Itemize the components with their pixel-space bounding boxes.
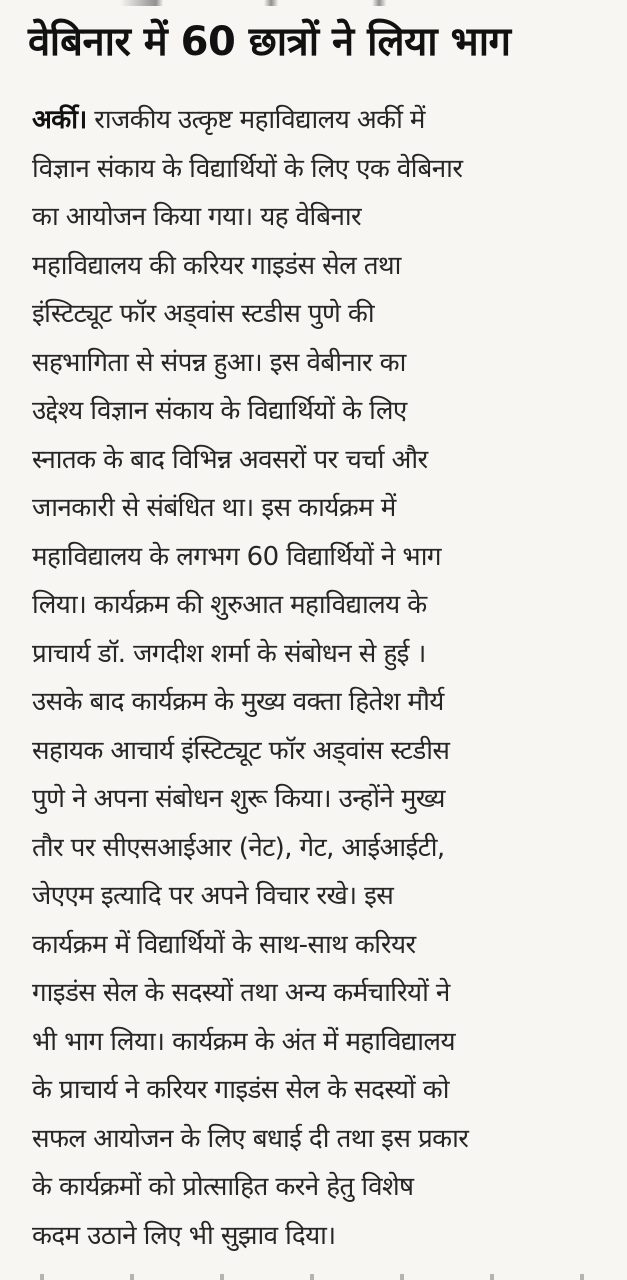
article-line: का आयोजन किया गया। यह वेबिनार	[32, 202, 362, 232]
article-line: उसके बाद कार्यक्रम के मुख्य वक्ता हितेश मौर्य	[32, 687, 444, 717]
article-line: के कार्यक्रमों को प्रोत्साहित करने हेतु विशेष	[32, 1172, 414, 1202]
headline: वेबिनार में 60 छात्रों ने लिया भाग	[28, 19, 511, 65]
article-line: कदम उठाने लिए भी सुझाव दिया।	[32, 1220, 336, 1251]
article-line: के प्राचार्य ने करियर गाइडंस सेल के सदस्यों को	[32, 1075, 449, 1105]
article-line: भी भाग लिया। कार्यक्रम के अंत में महाविद्यालय	[32, 1026, 455, 1057]
bottom-edge-artifact	[0, 1274, 627, 1280]
article-line: जानकारी से संबंधित था। इस कार्यक्रम में	[32, 493, 396, 523]
article-line: सहभागिता से संपन्न हुआ। इस वेबीनार का	[32, 347, 406, 378]
article-line-text: राजकीय उत्कृष्ट महाविद्यालय अर्की में	[86, 105, 425, 135]
top-edge-artifact	[120, 0, 480, 6]
article-line: कार्यक्रम में विद्यार्थियों के साथ-साथ करियर	[32, 929, 416, 960]
article-line: इंस्टिट्यूट फॉर अड्वांस स्टडीस पुणे की	[32, 299, 374, 329]
article-line: उद्देश्य विज्ञान संकाय के विद्यार्थियों के लिए	[32, 396, 407, 426]
article-line: स्नातक के बाद विभिन्न अवसरों पर चर्चा और	[32, 444, 428, 475]
article-line: जेएएम इत्यादि पर अपने विचार रखे। इस	[32, 881, 394, 911]
article-body	[32, 96, 592, 1260]
article-line: तौर पर सीएसआईआर (नेट), गेट, आईआईटी,	[32, 832, 445, 863]
article-line: गाइडंस सेल के सदस्यों तथा अन्य कर्मचारियों ने	[32, 978, 450, 1008]
article-line	[32, 96, 592, 145]
article-line: महाविद्यालय की करियर गाइडंस सेल तथा	[32, 250, 401, 281]
article-line: सहायक आचार्य इंस्टिट्यूट फॉर अड्वांस स्टडीस	[32, 735, 450, 766]
dateline: अर्की।	[32, 105, 87, 135]
article-line: विज्ञान संकाय के विद्यार्थियों के लिए एक वेबिनार	[32, 153, 463, 184]
article-line: सफल आयोजन के लिए बधाई दी तथा इस प्रकार	[32, 1123, 469, 1154]
article-line: प्राचार्य डॉ. जगदीश शर्मा के संबोधन से हुई ।	[32, 638, 426, 669]
article-line: पुणे ने अपना संबोधन शुरू किया। उन्होंने मुख्य	[32, 784, 445, 814]
article-line: लिया। कार्यक्रम की शुरुआत महाविद्यालय के	[32, 590, 427, 620]
article-line: महाविद्यालय के लगभग 60 विद्यार्थियों ने भाग	[32, 541, 441, 572]
